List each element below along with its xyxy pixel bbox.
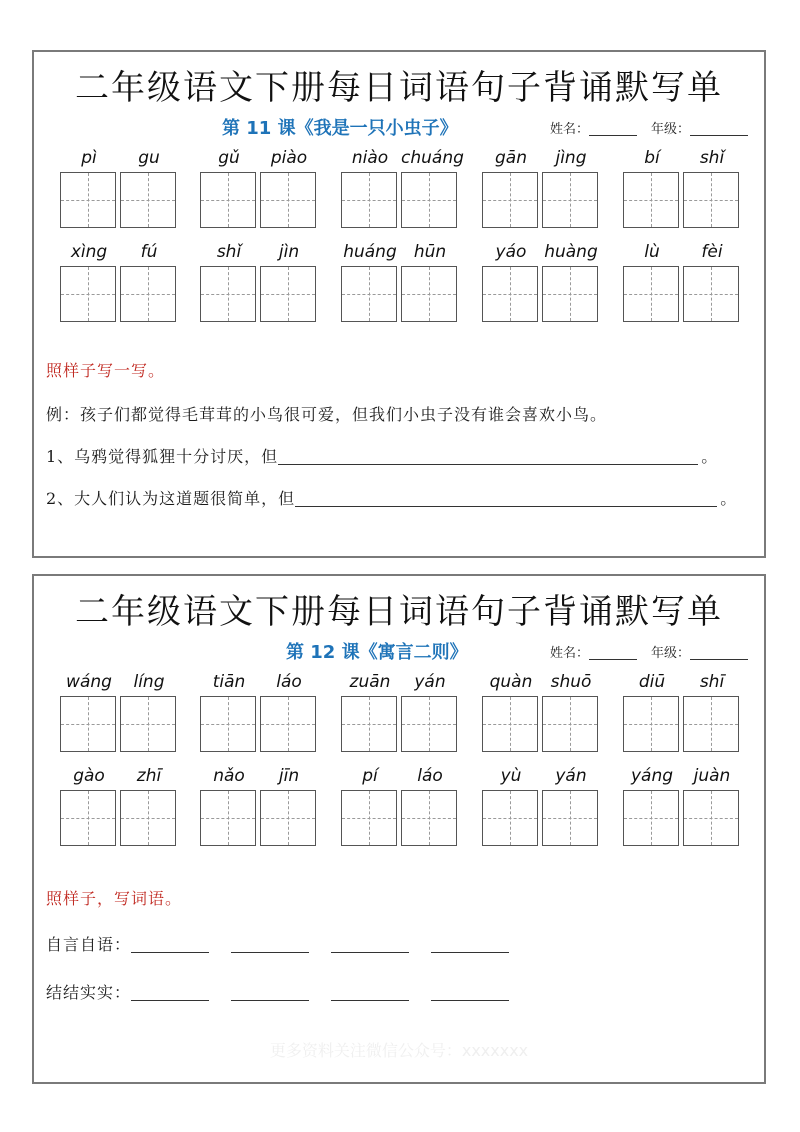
word-group xyxy=(200,766,318,854)
question-2 xyxy=(46,486,737,509)
character-box[interactable] xyxy=(341,790,397,846)
pinyin-label: piào xyxy=(270,148,308,168)
worksheet-title: 二年级语文下册每日词语句子背诵默写单 xyxy=(75,592,723,632)
pinyin-label: gǔ xyxy=(218,148,240,168)
pinyin-label: shǐ xyxy=(699,148,725,168)
grade-label: 年级： xyxy=(651,646,691,661)
character-box[interactable] xyxy=(401,172,457,228)
pinyin-label: líng xyxy=(133,672,165,692)
word-group xyxy=(341,242,459,330)
pinyin-label: gu xyxy=(138,148,160,168)
character-box[interactable] xyxy=(260,696,316,752)
pinyin-label: quàn xyxy=(489,672,533,692)
pinyin-label: chuáng xyxy=(401,148,464,168)
character-box[interactable] xyxy=(60,696,116,752)
pinyin-label: wáng xyxy=(66,672,112,692)
answer-blank[interactable] xyxy=(231,986,309,1001)
question-1-blank[interactable] xyxy=(278,448,698,465)
character-box[interactable] xyxy=(623,696,679,752)
pinyin-label: niào xyxy=(351,148,389,168)
character-box[interactable] xyxy=(623,790,679,846)
character-box[interactable] xyxy=(341,266,397,322)
character-box[interactable] xyxy=(200,790,256,846)
student-info xyxy=(550,642,748,661)
character-box[interactable] xyxy=(60,790,116,846)
pinyin-label: nǎo xyxy=(213,766,245,786)
word-group xyxy=(60,242,178,330)
pinyin-row xyxy=(34,148,764,236)
name-blank[interactable] xyxy=(589,645,637,660)
pinyin-label: pì xyxy=(81,148,97,168)
character-box[interactable] xyxy=(120,696,176,752)
pinyin-label: huáng xyxy=(343,242,397,262)
character-box[interactable] xyxy=(260,172,316,228)
name-label: 姓名： xyxy=(550,646,590,661)
pinyin-label: láo xyxy=(276,672,302,692)
pinyin-label: lù xyxy=(644,242,660,262)
grade-label: 年级： xyxy=(651,122,691,137)
answer-blank[interactable] xyxy=(431,986,509,1001)
idiom-2-label: 结结实实： xyxy=(46,983,132,1002)
answer-blank[interactable] xyxy=(131,938,209,953)
character-box[interactable] xyxy=(482,172,538,228)
pinyin-label: huàng xyxy=(544,242,598,262)
character-box[interactable] xyxy=(683,696,739,752)
worksheet-card-lesson-12 xyxy=(32,574,766,1084)
character-box[interactable] xyxy=(482,790,538,846)
answer-blank[interactable] xyxy=(431,938,509,953)
pinyin-label: pí xyxy=(362,766,378,786)
pinyin-label: yù xyxy=(500,766,522,786)
character-box[interactable] xyxy=(120,790,176,846)
pinyin-label: hūn xyxy=(413,242,447,262)
pinyin-label: xìng xyxy=(70,242,108,262)
pinyin-label: diū xyxy=(638,672,666,692)
word-group xyxy=(482,766,600,854)
word-group xyxy=(482,148,600,236)
character-box[interactable] xyxy=(401,266,457,322)
word-group xyxy=(623,148,741,236)
question-2-blank[interactable] xyxy=(295,490,717,507)
character-box[interactable] xyxy=(542,790,598,846)
character-box[interactable] xyxy=(683,790,739,846)
word-group xyxy=(341,766,459,854)
example-sentence: 例：孩子们都觉得毛茸茸的小鸟很可爱，但我们小虫子没有谁会喜欢小鸟。 xyxy=(46,405,608,424)
idiom-line-2 xyxy=(46,980,531,1003)
word-group xyxy=(482,242,600,330)
grade-blank[interactable] xyxy=(690,121,748,136)
pinyin-label: gān xyxy=(495,148,527,168)
pinyin-label: shǐ xyxy=(216,242,242,262)
pinyin-label: láo xyxy=(417,766,443,786)
word-group xyxy=(200,242,318,330)
word-group xyxy=(341,672,459,760)
pinyin-row xyxy=(34,766,764,854)
character-box[interactable] xyxy=(401,790,457,846)
character-box[interactable] xyxy=(623,172,679,228)
pinyin-label: yán xyxy=(555,766,587,786)
character-box[interactable] xyxy=(341,696,397,752)
word-group xyxy=(60,148,178,236)
answer-blank[interactable] xyxy=(331,938,409,953)
grade-blank[interactable] xyxy=(690,645,748,660)
question-1-text: 1、乌鸦觉得狐狸十分讨厌，但 xyxy=(46,447,279,466)
pinyin-label: jìng xyxy=(555,148,587,168)
character-box[interactable] xyxy=(482,266,538,322)
answer-blank[interactable] xyxy=(231,938,309,953)
name-label: 姓名： xyxy=(550,122,590,137)
worksheet-title: 二年级语文下册每日词语句子背诵默写单 xyxy=(75,68,723,108)
word-group xyxy=(623,242,741,330)
pinyin-label: tiān xyxy=(212,672,246,692)
pinyin-label: yáng xyxy=(630,766,674,786)
lesson-title: 第 11 课《我是一只小虫子》 xyxy=(222,118,458,139)
word-group xyxy=(623,672,741,760)
character-box[interactable] xyxy=(60,266,116,322)
pinyin-row xyxy=(34,242,764,330)
question-2-text: 2、大人们认为这道题很简单，但 xyxy=(46,489,296,508)
pinyin-label: bí xyxy=(644,148,660,168)
task-instruction: 照样子写一写。 xyxy=(46,361,166,380)
pinyin-label: jìn xyxy=(278,242,300,262)
answer-blank[interactable] xyxy=(331,986,409,1001)
word-group xyxy=(60,672,178,760)
pinyin-row xyxy=(34,672,764,760)
character-box[interactable] xyxy=(60,172,116,228)
character-box[interactable] xyxy=(542,266,598,322)
character-box[interactable] xyxy=(120,266,176,322)
question-2-period: 。 xyxy=(720,489,738,508)
character-box[interactable] xyxy=(341,172,397,228)
character-box[interactable] xyxy=(683,266,739,322)
pinyin-label: fú xyxy=(140,242,158,262)
idiom-1-label: 自言自语： xyxy=(46,935,132,954)
pinyin-label: shuō xyxy=(550,672,592,692)
word-group xyxy=(200,672,318,760)
pinyin-label: fèi xyxy=(701,242,723,262)
word-group xyxy=(482,672,600,760)
character-box[interactable] xyxy=(200,696,256,752)
character-box[interactable] xyxy=(482,696,538,752)
pinyin-label: yáo xyxy=(495,242,527,262)
pinyin-label: zuān xyxy=(349,672,391,692)
idiom-line-1 xyxy=(46,932,531,955)
character-box[interactable] xyxy=(260,790,316,846)
name-blank[interactable] xyxy=(589,121,637,136)
word-group xyxy=(60,766,178,854)
pinyin-label: gào xyxy=(73,766,105,786)
task-instruction: 照样子，写词语。 xyxy=(46,889,183,908)
pinyin-label: zhī xyxy=(136,766,162,786)
pinyin-label: juàn xyxy=(693,766,731,786)
character-box[interactable] xyxy=(542,696,598,752)
worksheet-card-lesson-11 xyxy=(32,50,766,558)
lesson-title: 第 12 课《寓言二则》 xyxy=(286,642,468,663)
character-box[interactable] xyxy=(120,172,176,228)
pinyin-label: jīn xyxy=(278,766,300,786)
character-box[interactable] xyxy=(401,696,457,752)
pinyin-label: shī xyxy=(699,672,725,692)
character-box[interactable] xyxy=(260,266,316,322)
student-info xyxy=(550,118,748,137)
answer-blank[interactable] xyxy=(131,986,209,1001)
character-box[interactable] xyxy=(683,172,739,228)
word-group xyxy=(623,766,741,854)
character-box[interactable] xyxy=(200,172,256,228)
character-box[interactable] xyxy=(623,266,679,322)
word-group xyxy=(200,148,318,236)
character-box[interactable] xyxy=(542,172,598,228)
word-group xyxy=(341,148,464,236)
watermark: 更多资料关注微信公众号：xxxxxxx xyxy=(269,1041,529,1060)
question-1 xyxy=(46,444,718,467)
character-box[interactable] xyxy=(200,266,256,322)
pinyin-label: yán xyxy=(414,672,446,692)
question-1-period: 。 xyxy=(701,447,719,466)
